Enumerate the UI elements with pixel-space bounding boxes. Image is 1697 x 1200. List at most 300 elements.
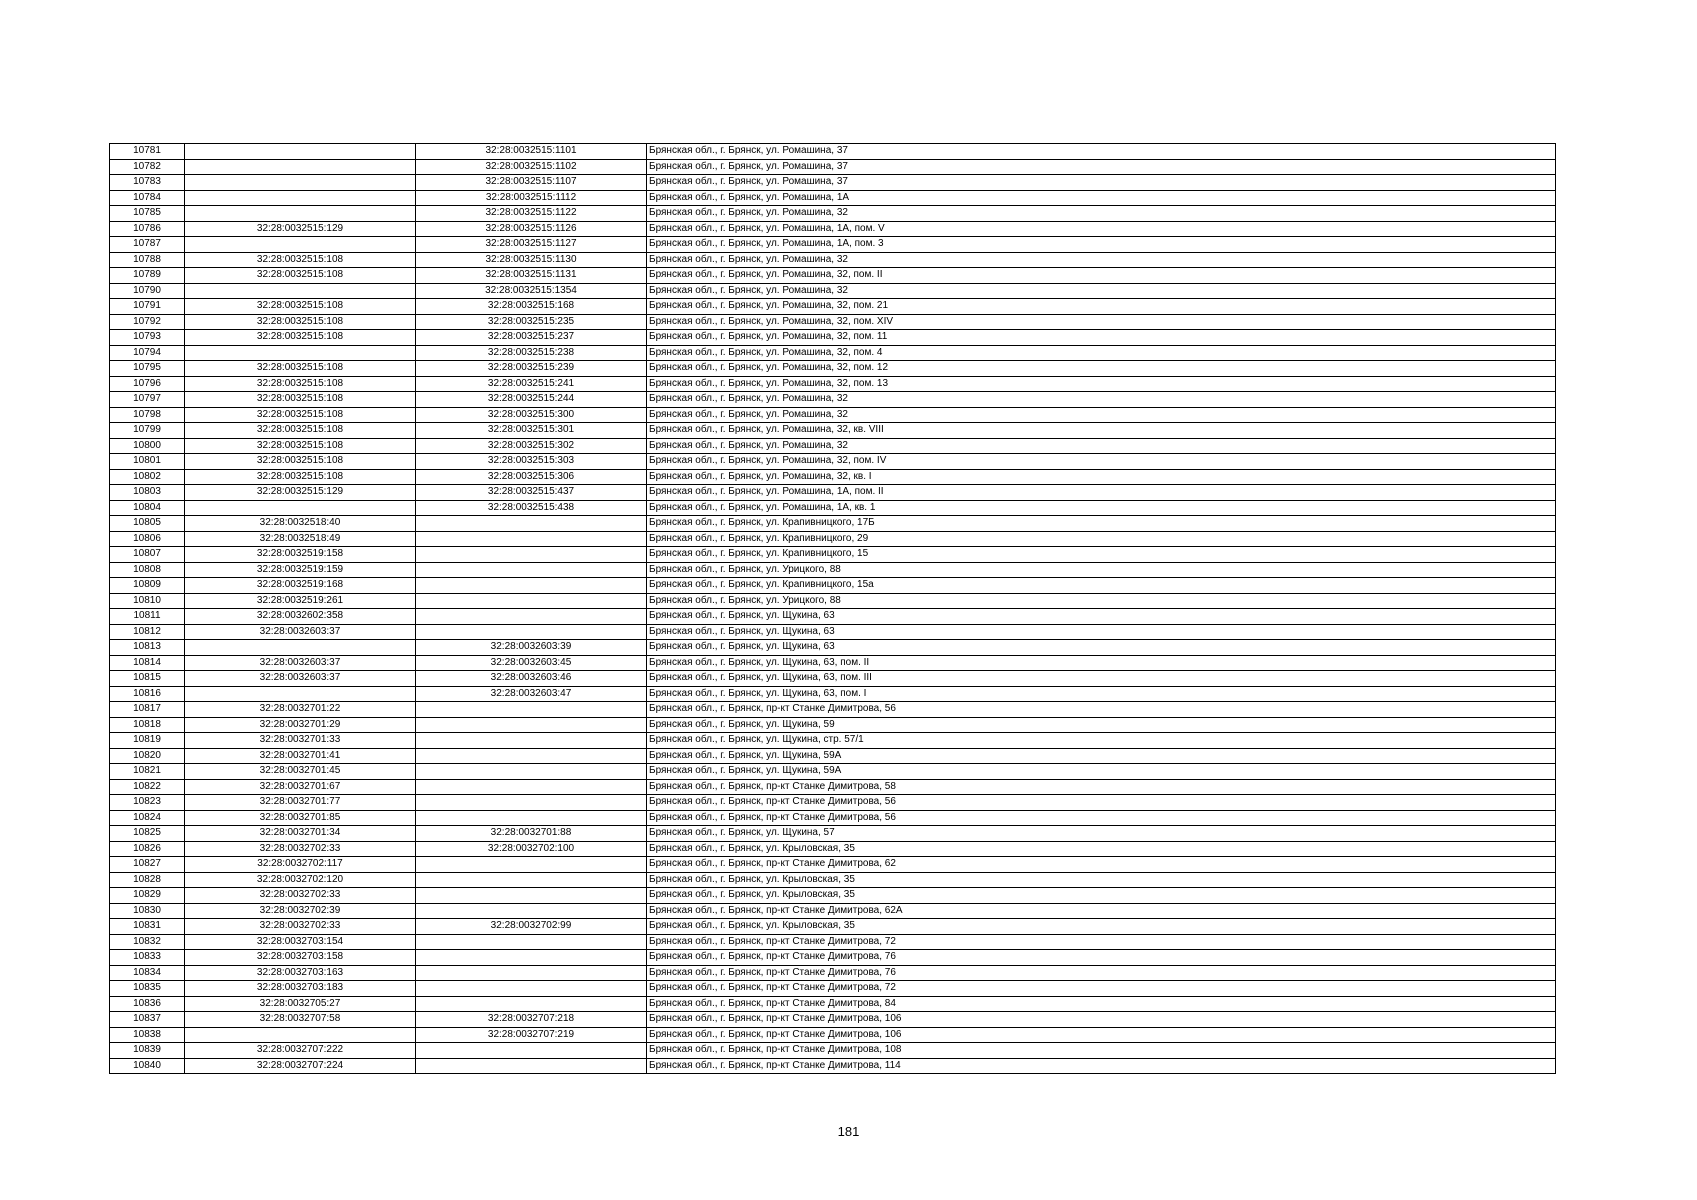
address-cell: Брянская обл., г. Брянск, ул. Ромашина, 37	[647, 144, 1556, 160]
address-cell: Брянская обл., г. Брянск, ул. Крыловская, 35	[647, 872, 1556, 888]
row-number-cell: 10788	[110, 252, 185, 268]
row-number-cell: 10796	[110, 376, 185, 392]
cadastral-parcel-cell: 32:28:0032602:358	[185, 609, 416, 625]
row-number-cell: 10789	[110, 268, 185, 284]
cadastral-object-cell	[416, 1043, 647, 1059]
cadastral-object-cell: 32:28:0032515:1107	[416, 175, 647, 191]
address-cell: Брянская обл., г. Брянск, ул. Ромашина, 32	[647, 252, 1556, 268]
table-row	[110, 237, 1556, 253]
row-number-cell: 10817	[110, 702, 185, 718]
cadastral-object-cell	[416, 547, 647, 563]
cadastral-parcel-cell	[185, 1027, 416, 1043]
cadastral-parcel-cell	[185, 144, 416, 160]
row-number-cell: 10810	[110, 593, 185, 609]
cadastral-parcel-cell: 32:28:0032705:27	[185, 996, 416, 1012]
address-cell: Брянская обл., г. Брянск, ул. Ромашина, 32	[647, 283, 1556, 299]
row-number-cell: 10787	[110, 237, 185, 253]
cadastral-object-cell	[416, 1058, 647, 1074]
table-row	[110, 826, 1556, 842]
cadastral-parcel-cell	[185, 345, 416, 361]
cadastral-parcel-cell: 32:28:0032707:58	[185, 1012, 416, 1028]
cadastral-object-cell	[416, 950, 647, 966]
address-cell: Брянская обл., г. Брянск, ул. Щукина, 57	[647, 826, 1556, 842]
cadastral-object-cell	[416, 810, 647, 826]
cadastral-object-cell: 32:28:0032515:1130	[416, 252, 647, 268]
table-row	[110, 655, 1556, 671]
cadastral-parcel-cell: 32:28:0032519:159	[185, 562, 416, 578]
cadastral-object-cell	[416, 578, 647, 594]
table-row	[110, 175, 1556, 191]
cadastral-parcel-cell	[185, 500, 416, 516]
row-number-cell: 10823	[110, 795, 185, 811]
row-number-cell: 10831	[110, 919, 185, 935]
table-row	[110, 624, 1556, 640]
address-cell: Брянская обл., г. Брянск, ул. Крапивницкого, 17Б	[647, 516, 1556, 532]
cadastral-parcel-cell: 32:28:0032515:129	[185, 485, 416, 501]
row-number-cell: 10840	[110, 1058, 185, 1074]
table-row	[110, 857, 1556, 873]
cadastral-parcel-cell: 32:28:0032519:261	[185, 593, 416, 609]
property-table	[109, 143, 1556, 1074]
cadastral-parcel-cell	[185, 686, 416, 702]
table-row	[110, 996, 1556, 1012]
cadastral-object-cell: 32:28:0032515:235	[416, 314, 647, 330]
cadastral-object-cell: 32:28:0032603:39	[416, 640, 647, 656]
cadastral-object-cell	[416, 733, 647, 749]
cadastral-parcel-cell: 32:28:0032702:33	[185, 888, 416, 904]
cadastral-parcel-cell: 32:28:0032702:33	[185, 919, 416, 935]
table-row	[110, 981, 1556, 997]
address-cell: Брянская обл., г. Брянск, ул. Урицкого, 88	[647, 562, 1556, 578]
table-row	[110, 1058, 1556, 1074]
cadastral-object-cell	[416, 965, 647, 981]
cadastral-parcel-cell: 32:28:0032515:108	[185, 438, 416, 454]
address-cell: Брянская обл., г. Брянск, ул. Ромашина, 32	[647, 392, 1556, 408]
address-cell: Брянская обл., г. Брянск, ул. Крапивницкого, 29	[647, 531, 1556, 547]
cadastral-object-cell: 32:28:0032515:1102	[416, 159, 647, 175]
row-number-cell: 10786	[110, 221, 185, 237]
cadastral-parcel-cell: 32:28:0032702:39	[185, 903, 416, 919]
table-row	[110, 810, 1556, 826]
cadastral-object-cell: 32:28:0032515:168	[416, 299, 647, 315]
cadastral-parcel-cell: 32:28:0032515:129	[185, 221, 416, 237]
table-row	[110, 392, 1556, 408]
cadastral-object-cell: 32:28:0032707:219	[416, 1027, 647, 1043]
address-cell: Брянская обл., г. Брянск, ул. Щукина, 59А	[647, 764, 1556, 780]
address-cell: Брянская обл., г. Брянск, пр-кт Станке Димитрова, 62А	[647, 903, 1556, 919]
table-row	[110, 764, 1556, 780]
row-number-cell: 10804	[110, 500, 185, 516]
table-row	[110, 454, 1556, 470]
table-row	[110, 268, 1556, 284]
cadastral-parcel-cell: 32:28:0032701:77	[185, 795, 416, 811]
address-cell: Брянская обл., г. Брянск, ул. Ромашина, 32, пом. IV	[647, 454, 1556, 470]
address-cell: Брянская обл., г. Брянск, пр-кт Станке Димитрова, 84	[647, 996, 1556, 1012]
cadastral-object-cell: 32:28:0032515:1127	[416, 237, 647, 253]
cadastral-parcel-cell: 32:28:0032701:33	[185, 733, 416, 749]
cadastral-parcel-cell: 32:28:0032703:158	[185, 950, 416, 966]
table-row	[110, 919, 1556, 935]
cadastral-object-cell: 32:28:0032515:300	[416, 407, 647, 423]
row-number-cell: 10821	[110, 764, 185, 780]
cadastral-parcel-cell: 32:28:0032703:163	[185, 965, 416, 981]
cadastral-parcel-cell: 32:28:0032603:37	[185, 655, 416, 671]
table-row	[110, 423, 1556, 439]
cadastral-object-cell	[416, 516, 647, 532]
cadastral-object-cell	[416, 888, 647, 904]
cadastral-object-cell	[416, 779, 647, 795]
address-cell: Брянская обл., г. Брянск, ул. Ромашина, 32, пом. XIV	[647, 314, 1556, 330]
cadastral-object-cell	[416, 872, 647, 888]
address-cell: Брянская обл., г. Брянск, пр-кт Станке Димитрова, 62	[647, 857, 1556, 873]
cadastral-object-cell: 32:28:0032515:1131	[416, 268, 647, 284]
cadastral-object-cell	[416, 748, 647, 764]
row-number-cell: 10837	[110, 1012, 185, 1028]
cadastral-object-cell	[416, 562, 647, 578]
row-number-cell: 10833	[110, 950, 185, 966]
address-cell: Брянская обл., г. Брянск, ул. Ромашина, 1А, кв. 1	[647, 500, 1556, 516]
table-row	[110, 717, 1556, 733]
cadastral-object-cell	[416, 795, 647, 811]
cadastral-object-cell	[416, 593, 647, 609]
cadastral-parcel-cell: 32:28:0032515:108	[185, 314, 416, 330]
address-cell: Брянская обл., г. Брянск, ул. Ромашина, 32, пом. 12	[647, 361, 1556, 377]
cadastral-parcel-cell: 32:28:0032701:45	[185, 764, 416, 780]
cadastral-parcel-cell: 32:28:0032702:33	[185, 841, 416, 857]
cadastral-parcel-cell: 32:28:0032702:117	[185, 857, 416, 873]
cadastral-parcel-cell: 32:28:0032515:108	[185, 392, 416, 408]
table-row	[110, 190, 1556, 206]
cadastral-parcel-cell: 32:28:0032519:168	[185, 578, 416, 594]
cadastral-object-cell: 32:28:0032515:302	[416, 438, 647, 454]
row-number-cell: 10799	[110, 423, 185, 439]
cadastral-object-cell: 32:28:0032603:47	[416, 686, 647, 702]
row-number-cell: 10818	[110, 717, 185, 733]
cadastral-parcel-cell: 32:28:0032702:120	[185, 872, 416, 888]
cadastral-parcel-cell	[185, 640, 416, 656]
cadastral-parcel-cell	[185, 190, 416, 206]
cadastral-object-cell: 32:28:0032515:1101	[416, 144, 647, 160]
cadastral-parcel-cell: 32:28:0032519:158	[185, 547, 416, 563]
row-number-cell: 10820	[110, 748, 185, 764]
row-number-cell: 10785	[110, 206, 185, 222]
cadastral-object-cell	[416, 717, 647, 733]
cadastral-object-cell	[416, 981, 647, 997]
address-cell: Брянская обл., г. Брянск, ул. Ромашина, 32, пом. II	[647, 268, 1556, 284]
address-cell: Брянская обл., г. Брянск, пр-кт Станке Димитрова, 106	[647, 1027, 1556, 1043]
table-row	[110, 330, 1556, 346]
cadastral-object-cell: 32:28:0032515:238	[416, 345, 647, 361]
table-row	[110, 965, 1556, 981]
table-row	[110, 950, 1556, 966]
table-row	[110, 888, 1556, 904]
address-cell: Брянская обл., г. Брянск, ул. Щукина, 63	[647, 640, 1556, 656]
row-number-cell: 10822	[110, 779, 185, 795]
table-row	[110, 485, 1556, 501]
row-number-cell: 10808	[110, 562, 185, 578]
row-number-cell: 10815	[110, 671, 185, 687]
cadastral-parcel-cell: 32:28:0032515:108	[185, 361, 416, 377]
row-number-cell: 10824	[110, 810, 185, 826]
table-row	[110, 531, 1556, 547]
cadastral-parcel-cell: 32:28:0032515:108	[185, 299, 416, 315]
table-body	[110, 144, 1556, 1074]
row-number-cell: 10783	[110, 175, 185, 191]
table-row	[110, 578, 1556, 594]
address-cell: Брянская обл., г. Брянск, пр-кт Станке Димитрова, 56	[647, 810, 1556, 826]
address-cell: Брянская обл., г. Брянск, пр-кт Станке Димитрова, 108	[647, 1043, 1556, 1059]
cadastral-object-cell: 32:28:0032603:46	[416, 671, 647, 687]
address-cell: Брянская обл., г. Брянск, ул. Щукина, 63, пом. I	[647, 686, 1556, 702]
cadastral-parcel-cell: 32:28:0032515:108	[185, 407, 416, 423]
address-cell: Брянская обл., г. Брянск, ул. Урицкого, 88	[647, 593, 1556, 609]
row-number-cell: 10835	[110, 981, 185, 997]
cadastral-parcel-cell: 32:28:0032707:224	[185, 1058, 416, 1074]
address-cell: Брянская обл., г. Брянск, ул. Крапивницкого, 15	[647, 547, 1556, 563]
cadastral-object-cell	[416, 609, 647, 625]
page-number: 181	[837, 1124, 860, 1139]
row-number-cell: 10797	[110, 392, 185, 408]
address-cell: Брянская обл., г. Брянск, ул. Ромашина, 37	[647, 175, 1556, 191]
cadastral-parcel-cell: 32:28:0032518:49	[185, 531, 416, 547]
address-cell: Брянская обл., г. Брянск, ул. Ромашина, 32, пом. 11	[647, 330, 1556, 346]
row-number-cell: 10814	[110, 655, 185, 671]
row-number-cell: 10802	[110, 469, 185, 485]
row-number-cell: 10813	[110, 640, 185, 656]
row-number-cell: 10825	[110, 826, 185, 842]
row-number-cell: 10834	[110, 965, 185, 981]
cadastral-object-cell	[416, 857, 647, 873]
row-number-cell: 10793	[110, 330, 185, 346]
row-number-cell: 10795	[110, 361, 185, 377]
address-cell: Брянская обл., г. Брянск, ул. Ромашина, 32, кв. VIII	[647, 423, 1556, 439]
cadastral-object-cell: 32:28:0032702:99	[416, 919, 647, 935]
address-cell: Брянская обл., г. Брянск, ул. Щукина, стр. 57/1	[647, 733, 1556, 749]
table-row	[110, 593, 1556, 609]
cadastral-parcel-cell: 32:28:0032515:108	[185, 376, 416, 392]
cadastral-parcel-cell: 32:28:0032515:108	[185, 454, 416, 470]
cadastral-parcel-cell: 32:28:0032515:108	[185, 469, 416, 485]
table-row	[110, 361, 1556, 377]
address-cell: Брянская обл., г. Брянск, ул. Ромашина, 37	[647, 159, 1556, 175]
table-row	[110, 686, 1556, 702]
address-cell: Брянская обл., г. Брянск, ул. Щукина, 63	[647, 609, 1556, 625]
row-number-cell: 10819	[110, 733, 185, 749]
cadastral-object-cell: 32:28:0032701:88	[416, 826, 647, 842]
cadastral-parcel-cell: 32:28:0032701:67	[185, 779, 416, 795]
address-cell: Брянская обл., г. Брянск, ул. Ромашина, 32	[647, 206, 1556, 222]
address-cell: Брянская обл., г. Брянск, ул. Щукина, 63, пом. II	[647, 655, 1556, 671]
row-number-cell: 10798	[110, 407, 185, 423]
row-number-cell: 10811	[110, 609, 185, 625]
address-cell: Брянская обл., г. Брянск, ул. Ромашина, 32	[647, 438, 1556, 454]
row-number-cell: 10781	[110, 144, 185, 160]
cadastral-parcel-cell: 32:28:0032701:41	[185, 748, 416, 764]
table-row	[110, 841, 1556, 857]
cadastral-object-cell	[416, 531, 647, 547]
address-cell: Брянская обл., г. Брянск, пр-кт Станке Димитрова, 72	[647, 981, 1556, 997]
row-number-cell: 10806	[110, 531, 185, 547]
address-cell: Брянская обл., г. Брянск, ул. Ромашина, 32, пом. 21	[647, 299, 1556, 315]
address-cell: Брянская обл., г. Брянск, ул. Крыловская, 35	[647, 841, 1556, 857]
table-row	[110, 438, 1556, 454]
row-number-cell: 10839	[110, 1043, 185, 1059]
cadastral-object-cell: 32:28:0032515:1122	[416, 206, 647, 222]
address-cell: Брянская обл., г. Брянск, пр-кт Станке Димитрова, 76	[647, 965, 1556, 981]
address-cell: Брянская обл., г. Брянск, пр-кт Станке Димитрова, 106	[647, 1012, 1556, 1028]
cadastral-object-cell: 32:28:0032515:237	[416, 330, 647, 346]
cadastral-parcel-cell	[185, 237, 416, 253]
cadastral-object-cell: 32:28:0032515:244	[416, 392, 647, 408]
address-cell: Брянская обл., г. Брянск, ул. Ромашина, 32, пом. 13	[647, 376, 1556, 392]
table-row	[110, 903, 1556, 919]
cadastral-parcel-cell: 32:28:0032701:22	[185, 702, 416, 718]
row-number-cell: 10838	[110, 1027, 185, 1043]
table-row	[110, 283, 1556, 299]
cadastral-object-cell: 32:28:0032515:1126	[416, 221, 647, 237]
row-number-cell: 10816	[110, 686, 185, 702]
table-row	[110, 733, 1556, 749]
table-row	[110, 376, 1556, 392]
cadastral-object-cell	[416, 903, 647, 919]
table-row	[110, 1043, 1556, 1059]
table-row	[110, 206, 1556, 222]
table-row	[110, 144, 1556, 160]
row-number-cell: 10792	[110, 314, 185, 330]
address-cell: Брянская обл., г. Брянск, ул. Ромашина, 1А, пом. 3	[647, 237, 1556, 253]
row-number-cell: 10784	[110, 190, 185, 206]
address-cell: Брянская обл., г. Брянск, ул. Ромашина, 1А, пом. V	[647, 221, 1556, 237]
row-number-cell: 10790	[110, 283, 185, 299]
cadastral-parcel-cell: 32:28:0032603:37	[185, 671, 416, 687]
cadastral-object-cell	[416, 764, 647, 780]
cadastral-parcel-cell: 32:28:0032703:154	[185, 934, 416, 950]
row-number-cell: 10800	[110, 438, 185, 454]
table-row	[110, 252, 1556, 268]
cadastral-object-cell	[416, 624, 647, 640]
table-row	[110, 748, 1556, 764]
table-row	[110, 779, 1556, 795]
address-cell: Брянская обл., г. Брянск, ул. Ромашина, 1А	[647, 190, 1556, 206]
address-cell: Брянская обл., г. Брянск, пр-кт Станке Димитрова, 76	[647, 950, 1556, 966]
table-row	[110, 345, 1556, 361]
table-row	[110, 562, 1556, 578]
table-row	[110, 609, 1556, 625]
table-row	[110, 299, 1556, 315]
table-row	[110, 516, 1556, 532]
cadastral-object-cell	[416, 934, 647, 950]
cadastral-object-cell: 32:28:0032515:303	[416, 454, 647, 470]
table-row	[110, 407, 1556, 423]
table-row	[110, 500, 1556, 516]
table-row	[110, 159, 1556, 175]
address-cell: Брянская обл., г. Брянск, пр-кт Станке Димитрова, 56	[647, 702, 1556, 718]
row-number-cell: 10807	[110, 547, 185, 563]
table-row	[110, 640, 1556, 656]
row-number-cell: 10794	[110, 345, 185, 361]
row-number-cell: 10782	[110, 159, 185, 175]
address-cell: Брянская обл., г. Брянск, ул. Крапивницкого, 15а	[647, 578, 1556, 594]
address-cell: Брянская обл., г. Брянск, пр-кт Станке Димитрова, 56	[647, 795, 1556, 811]
cadastral-object-cell: 32:28:0032515:437	[416, 485, 647, 501]
cadastral-parcel-cell: 32:28:0032515:108	[185, 268, 416, 284]
table-row	[110, 934, 1556, 950]
row-number-cell: 10829	[110, 888, 185, 904]
address-cell: Брянская обл., г. Брянск, ул. Щукина, 63, пом. III	[647, 671, 1556, 687]
table-row	[110, 547, 1556, 563]
address-cell: Брянская обл., г. Брянск, пр-кт Станке Димитрова, 114	[647, 1058, 1556, 1074]
cadastral-object-cell: 32:28:0032707:218	[416, 1012, 647, 1028]
table-row	[110, 221, 1556, 237]
table-row	[110, 1012, 1556, 1028]
row-number-cell: 10803	[110, 485, 185, 501]
cadastral-parcel-cell: 32:28:0032703:183	[185, 981, 416, 997]
cadastral-object-cell: 32:28:0032702:100	[416, 841, 647, 857]
cadastral-parcel-cell: 32:28:0032515:108	[185, 252, 416, 268]
address-cell: Брянская обл., г. Брянск, ул. Ромашина, 32, кв. I	[647, 469, 1556, 485]
cadastral-object-cell	[416, 702, 647, 718]
cadastral-parcel-cell: 32:28:0032518:40	[185, 516, 416, 532]
cadastral-parcel-cell: 32:28:0032515:108	[185, 423, 416, 439]
cadastral-parcel-cell: 32:28:0032701:85	[185, 810, 416, 826]
row-number-cell: 10812	[110, 624, 185, 640]
address-cell: Брянская обл., г. Брянск, пр-кт Станке Димитрова, 58	[647, 779, 1556, 795]
table-row	[110, 671, 1556, 687]
row-number-cell: 10805	[110, 516, 185, 532]
row-number-cell: 10791	[110, 299, 185, 315]
table-row	[110, 795, 1556, 811]
address-cell: Брянская обл., г. Брянск, ул. Ромашина, 32	[647, 407, 1556, 423]
cadastral-object-cell	[416, 996, 647, 1012]
address-cell: Брянская обл., г. Брянск, пр-кт Станке Димитрова, 72	[647, 934, 1556, 950]
cadastral-parcel-cell: 32:28:0032701:29	[185, 717, 416, 733]
address-cell: Брянская обл., г. Брянск, ул. Щукина, 59	[647, 717, 1556, 733]
cadastral-object-cell: 32:28:0032603:45	[416, 655, 647, 671]
address-cell: Брянская обл., г. Брянск, ул. Щукина, 63	[647, 624, 1556, 640]
cadastral-object-cell: 32:28:0032515:1112	[416, 190, 647, 206]
row-number-cell: 10809	[110, 578, 185, 594]
table-row	[110, 314, 1556, 330]
row-number-cell: 10826	[110, 841, 185, 857]
table-row	[110, 702, 1556, 718]
cadastral-parcel-cell: 32:28:0032707:222	[185, 1043, 416, 1059]
row-number-cell: 10832	[110, 934, 185, 950]
cadastral-parcel-cell: 32:28:0032515:108	[185, 330, 416, 346]
cadastral-object-cell: 32:28:0032515:306	[416, 469, 647, 485]
table-row	[110, 1027, 1556, 1043]
address-cell: Брянская обл., г. Брянск, ул. Ромашина, 1А, пом. II	[647, 485, 1556, 501]
cadastral-object-cell: 32:28:0032515:301	[416, 423, 647, 439]
address-cell: Брянская обл., г. Брянск, ул. Крыловская, 35	[647, 919, 1556, 935]
address-cell: Брянская обл., г. Брянск, ул. Щукина, 59А	[647, 748, 1556, 764]
table-row	[110, 872, 1556, 888]
cadastral-parcel-cell	[185, 206, 416, 222]
row-number-cell: 10828	[110, 872, 185, 888]
cadastral-object-cell: 32:28:0032515:239	[416, 361, 647, 377]
row-number-cell: 10830	[110, 903, 185, 919]
cadastral-parcel-cell: 32:28:0032603:37	[185, 624, 416, 640]
cadastral-object-cell: 32:28:0032515:438	[416, 500, 647, 516]
address-cell: Брянская обл., г. Брянск, ул. Крыловская, 35	[647, 888, 1556, 904]
row-number-cell: 10801	[110, 454, 185, 470]
row-number-cell: 10836	[110, 996, 185, 1012]
cadastral-parcel-cell	[185, 283, 416, 299]
cadastral-parcel-cell	[185, 159, 416, 175]
cadastral-object-cell: 32:28:0032515:1354	[416, 283, 647, 299]
address-cell: Брянская обл., г. Брянск, ул. Ромашина, 32, пом. 4	[647, 345, 1556, 361]
cadastral-parcel-cell	[185, 175, 416, 191]
cadastral-parcel-cell: 32:28:0032701:34	[185, 826, 416, 842]
